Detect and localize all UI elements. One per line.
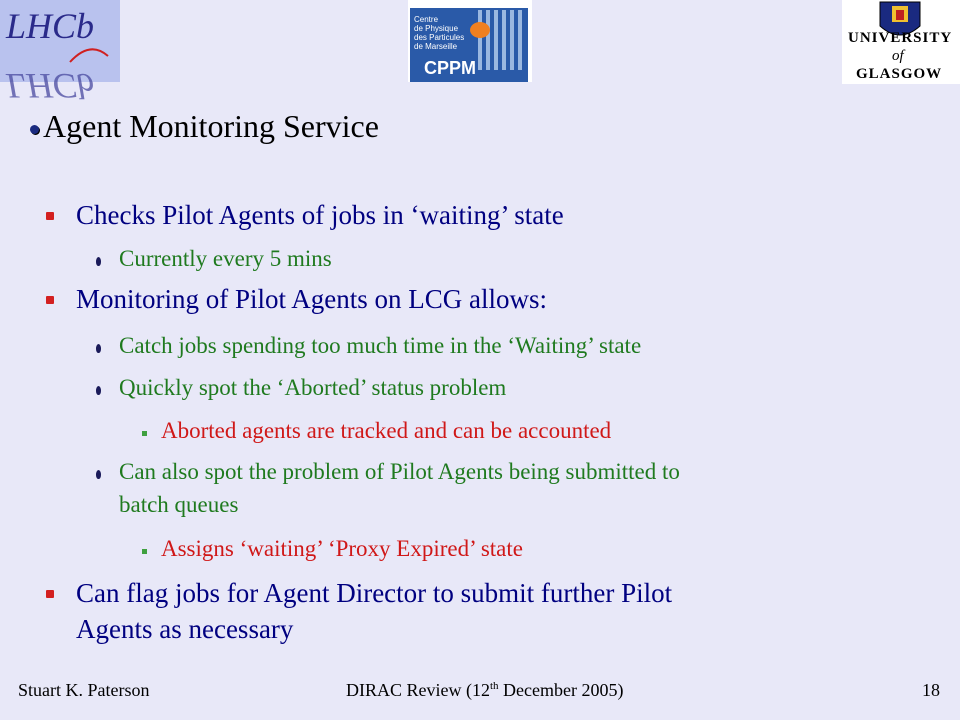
footer-author: Stuart K. Paterson xyxy=(18,680,150,700)
svg-text:de Physique: de Physique xyxy=(414,24,459,33)
lhcb-logo xyxy=(0,0,120,106)
svg-text:Centre: Centre xyxy=(414,15,439,24)
title-bullet-icon xyxy=(30,125,39,134)
cppm-logo xyxy=(408,0,532,82)
bullet-item: Can flag jobs for Agent Director to submit further Pilot xyxy=(46,578,672,609)
page-number: 18 xyxy=(922,680,940,700)
svg-text:des Particules: des Particules xyxy=(414,33,465,42)
svg-text:LHCb: LHCb xyxy=(6,6,95,46)
bullet-item: Currently every 5 mins xyxy=(96,246,332,272)
bullet-item-continuation: batch queues xyxy=(119,492,239,517)
round-bullet-icon xyxy=(96,386,101,395)
bullet-item: Aborted agents are tracked and can be accounted xyxy=(142,418,611,444)
square-bullet-icon xyxy=(46,212,54,220)
square-bullet-icon xyxy=(46,590,54,598)
round-bullet-icon xyxy=(96,344,101,353)
round-bullet-icon xyxy=(96,470,101,479)
bullet-item: Checks Pilot Agents of jobs in ‘waiting’ state xyxy=(46,200,564,231)
svg-text:UNIVERSITY: UNIVERSITY xyxy=(848,30,953,46)
svg-text:CPPM: CPPM xyxy=(424,58,477,78)
svg-text:GLASGOW: GLASGOW xyxy=(856,66,943,82)
slide-title xyxy=(30,108,379,145)
bullet-item: Can also spot the problem of Pilot Agents being submitted to xyxy=(96,459,680,485)
svg-text:de Marseille: de Marseille xyxy=(414,42,458,51)
square-bullet-icon xyxy=(46,296,54,304)
small-square-bullet-icon xyxy=(142,431,147,436)
bullet-item: Monitoring of Pilot Agents on LCG allows: xyxy=(46,284,547,315)
bullet-item: Assigns ‘waiting’ ‘Proxy Expired’ state xyxy=(142,536,523,562)
svg-text:of: of xyxy=(892,48,904,64)
svg-text:LHCb: LHCb xyxy=(6,66,95,106)
bullet-item: Quickly spot the ‘Aborted’ status problem xyxy=(96,375,506,401)
bullet-item: Catch jobs spending too much time in the ‘Waiting’ state xyxy=(96,333,641,359)
university-of-glasgow-logo xyxy=(842,0,960,84)
title-text: Agent Monitoring Service xyxy=(43,108,379,144)
bullet-item-continuation: Agents as necessary xyxy=(76,614,294,644)
small-square-bullet-icon xyxy=(142,549,147,554)
round-bullet-icon xyxy=(96,257,101,266)
footer-event: DIRAC Review (12th December 2005) xyxy=(346,680,624,700)
